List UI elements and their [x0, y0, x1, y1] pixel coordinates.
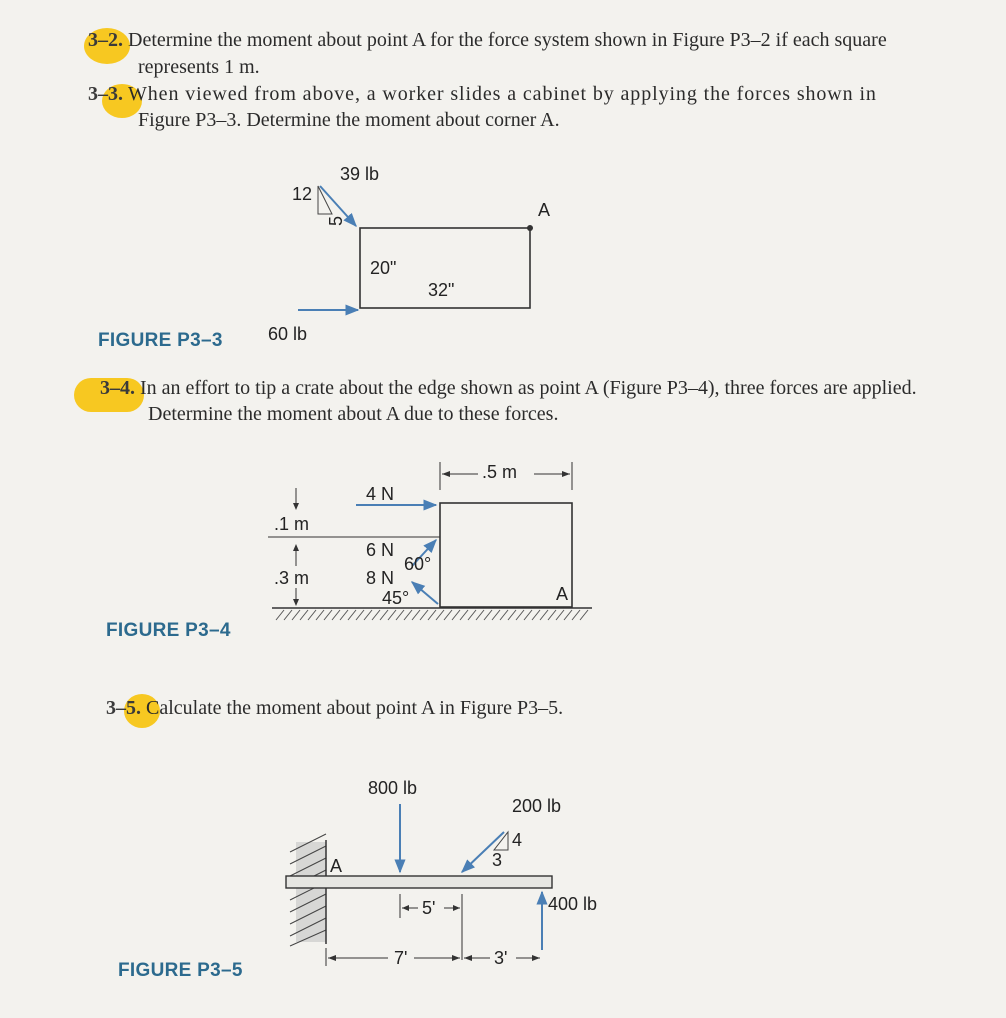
- problem-number: 3–4.: [100, 377, 135, 399]
- label-dim-0-3m: .3 m: [274, 568, 310, 588]
- problem-text: Determine the moment about point A for the force system shown in Figure P3–2 if each square: [128, 29, 887, 51]
- label-angle-60: 60°: [404, 554, 432, 574]
- label-angle-45: 45°: [382, 588, 410, 608]
- label-force-200lb: 200 lb: [512, 796, 562, 816]
- wall-fill: [296, 842, 326, 942]
- label-dim-3ft: 3': [494, 948, 508, 968]
- figure-caption-p3-3: FIGURE P3–3: [98, 330, 223, 351]
- label-dim-7ft: 7': [394, 948, 408, 968]
- label-force-6n: 6 N: [366, 540, 395, 560]
- label-point-a: A: [538, 200, 551, 220]
- problem-text: In an effort to tip a crate about the edge shown as point A (Figure P3–4), three forces are applied.: [140, 377, 917, 399]
- problem-text-continued: represents 1 m.: [138, 56, 260, 78]
- label-force-39lb: 39 lb: [340, 164, 380, 184]
- label-point-a: A: [330, 856, 343, 876]
- label-force-8n: 8 N: [366, 568, 395, 588]
- label-slope-run: 3: [492, 850, 503, 870]
- label-dim-32in: 32": [428, 280, 455, 300]
- label-dim-5ft: 5': [422, 898, 436, 918]
- label-dim-0-1m: .1 m: [274, 514, 310, 534]
- label-slope-rise: 12: [292, 184, 313, 204]
- label-slope-rise: 4: [512, 830, 523, 850]
- label-force-60lb: 60 lb: [268, 324, 308, 344]
- label-dim-0-5m: .5 m: [482, 462, 518, 482]
- label-dim-20in: 20": [370, 258, 397, 278]
- figure-caption-p3-5: FIGURE P3–5: [118, 960, 243, 981]
- problem-text-continued: Determine the moment about A due to these forces.: [148, 403, 559, 425]
- problem-number: 3–5.: [106, 697, 141, 719]
- label-force-4n: 4 N: [366, 484, 395, 504]
- beam: [286, 876, 552, 888]
- problem-number: 3–3.: [88, 83, 123, 105]
- problem-text: Calculate the moment about point A in Figure P3–5.: [146, 697, 564, 719]
- problem-text: When viewed from above, a worker slides a cabinet by applying the forces shown in: [128, 83, 877, 105]
- problem-number: 3–2.: [88, 29, 123, 51]
- label-slope-run: 5: [326, 215, 346, 226]
- label-force-800lb: 800 lb: [368, 778, 418, 798]
- label-force-400lb: 400 lb: [548, 894, 598, 914]
- problem-text-continued: Figure P3–3. Determine the moment about corner A.: [138, 109, 560, 131]
- figure-caption-p3-4: FIGURE P3–4: [106, 620, 231, 641]
- label-point-a: A: [556, 584, 569, 604]
